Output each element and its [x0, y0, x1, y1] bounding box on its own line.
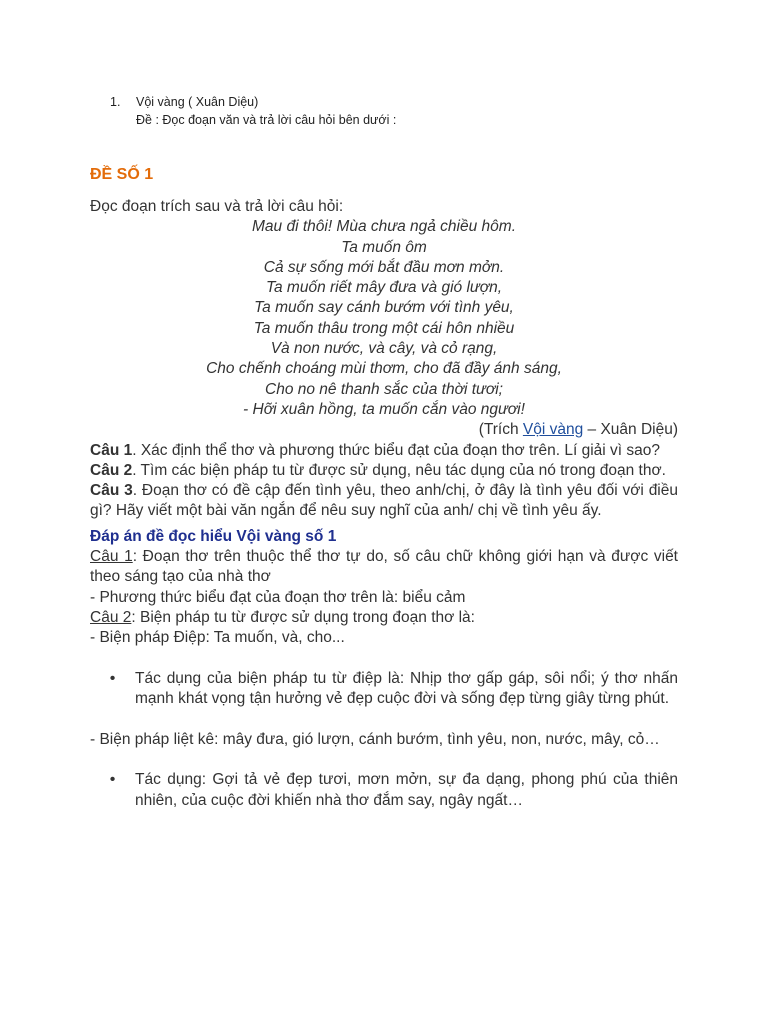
answer-text: : Đoạn thơ trên thuộc thể thơ tự do, số câu chữ không giới hạn và được viết theo sáng tạo của nhà thơ — [90, 548, 678, 586]
bullet-item — [90, 770, 678, 811]
answer-label: Câu 1 — [90, 548, 133, 566]
poem-line: Ta muốn riết mây đưa và gió lượn, — [265, 279, 503, 297]
item-title: Vội vàng ( Xuân Diệu) — [136, 95, 259, 109]
poem-line: Ta muốn say cánh bướm với tình yêu, — [254, 299, 514, 317]
source-prefix: (Trích — [478, 421, 523, 439]
poem-line: Cả sự sống mới bắt đầu mơn mởn. — [263, 258, 505, 276]
item-number: 1. — [110, 95, 121, 109]
answer-1 — [90, 547, 678, 588]
poem — [90, 217, 678, 420]
answer-label: Câu 2 — [90, 608, 132, 626]
answer-heading: Đáp án đề đọc hiểu Vội vàng số 1 — [90, 527, 337, 545]
answer-2-line-2: - Biện pháp Điệp: Ta muốn, và, cho... — [90, 629, 345, 647]
item-subtitle: Đề : Đọc đoạn văn và trả lời câu hỏi bên dưới : — [136, 113, 397, 128]
poem-source — [90, 420, 678, 440]
bullet-icon: • — [109, 771, 116, 789]
poem-line: Cho chếnh choáng mùi thơm, cho đã đầy ánh sáng, — [206, 360, 562, 378]
question-2 — [90, 461, 678, 481]
question-1 — [90, 441, 678, 461]
answer-1-line-2: - Phương thức biểu đạt của đoạn thơ trên là: biểu cảm — [90, 588, 466, 606]
source-link[interactable]: Vội vàng — [522, 421, 584, 439]
question-text: . Tìm các biện pháp tu từ được sử dụng, nêu tác dụng của nó trong đoạn thơ. — [132, 461, 666, 479]
poem-line: Ta muốn ôm — [341, 238, 427, 256]
poem-line: Và non nước, và cây, và cỏ rạng, — [270, 340, 498, 358]
question-label: Câu 1 — [90, 441, 133, 459]
exam-title: ĐỀ SỐ 1 — [90, 166, 154, 183]
numbered-item — [110, 93, 396, 129]
bullet-item — [90, 669, 678, 710]
question-label: Câu 3 — [90, 482, 133, 500]
source-suffix: – Xuân Diệu) — [583, 421, 678, 439]
answer-body — [90, 547, 678, 811]
bullet-icon: • — [109, 669, 116, 687]
answer-2 — [90, 608, 678, 628]
poem-line: Mau đi thôi! Mùa chưa ngả chiều hôm. — [252, 218, 516, 236]
poem-line: Cho no nê thanh sắc của thời tươi; — [265, 380, 503, 398]
question-text: . Xác định thể thơ và phương thức biểu đạt của đoạn thơ trên. Lí giải vì sao? — [132, 441, 660, 459]
poem-line: - Hỡi xuân hồng, ta muốn cắn vào ngươi! — [243, 400, 525, 418]
answer-text: : Biện pháp tu từ được sử dụng trong đoạn thơ là: — [131, 608, 475, 626]
question-text: . Đoạn thơ có đề cập đến tình yêu, theo anh/chị, ở đây là tình yêu đối với điều gì? Hãy viết một bài văn ngắn để nêu suy nghĩ của anh/ chị về tình yêu ấy. — [90, 482, 678, 520]
main-content — [90, 197, 678, 832]
bullet-text: Tác dụng: Gợi tả vẻ đẹp tươi, mơn mởn, sự đa dạng, phong phú của thiên nhiên, của cuộc đời khiến nhà thơ đắm say, ngây ngất… — [135, 771, 678, 809]
question-label: Câu 2 — [90, 461, 133, 479]
answer-liet-ke: - Biện pháp liệt kê: mây đưa, gió lượn, cánh bướm, tình yêu, non, nước, mây, cỏ… — [90, 731, 660, 749]
intro-text: Đọc đoạn trích sau và trả lời câu hỏi: — [90, 198, 344, 215]
question-3 — [90, 481, 678, 522]
poem-line: Ta muốn thâu trong một cái hôn nhiều — [253, 319, 515, 337]
bullet-text: Tác dụng của biện pháp tu từ điệp là: Nhịp thơ gấp gáp, sôi nổi; ý thơ nhấn mạnh khát vọng tận hưởng vẻ đẹp cuộc đời và sống đẹp từng giây từng phút. — [135, 669, 678, 707]
